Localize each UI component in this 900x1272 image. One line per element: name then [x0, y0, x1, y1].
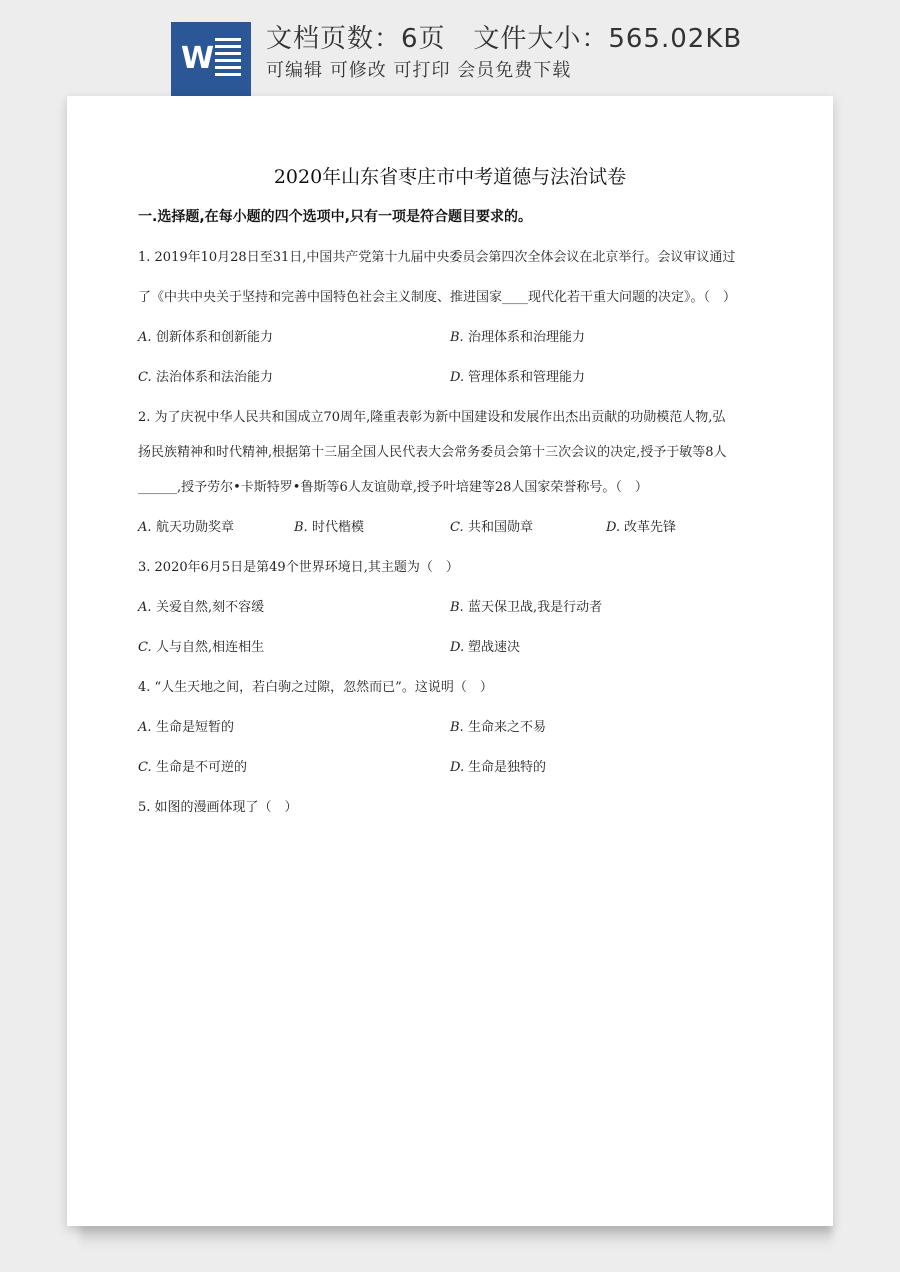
question-2-line-3: ______,授予劳尔•卡斯特罗•鲁斯等6人友谊勋章,授予叶培建等28人国家荣誉称号。（ ） — [138, 480, 648, 495]
question-1-option-a: A. 创新体系和创新能力 — [138, 330, 274, 345]
question-2-option-d: D. 改革先锋 — [606, 520, 677, 535]
question-4-option-d: D. 生命是独特的 — [450, 760, 547, 775]
question-2-option-c: C. 共和国勋章 — [450, 520, 534, 535]
question-1-option-c: C. 法治体系和法治能力 — [138, 370, 274, 385]
question-1-line-1: 1. 2019年10月28日至31日,中国共产党第十九届中央委员会第四次全体会议在北京举行。会议审议通过 — [138, 250, 736, 265]
feature-list — [266, 56, 571, 82]
question-2-line-2: 扬民族精神和时代精神,根据第十三届全国人民代表大会常务委员会第十三次会议的决定,授予于敏等8人 — [138, 445, 727, 460]
file-info-header — [0, 0, 900, 96]
feature-member-download: 会员免费下载 — [457, 60, 572, 81]
question-4-option-a: A. 生命是短暂的 — [138, 720, 235, 735]
question-3-line-1: 3. 2020年6月5日是第49个世界环境日,其主题为（ ） — [138, 560, 459, 575]
section-heading: 一.选择题,在每小题的四个选项中,只有一项是符合题目要求的。 — [138, 209, 532, 225]
question-4-line-1: 4. “人生天地之间，若白驹之过隙，忽然而已”。这说明（ ） — [138, 680, 493, 695]
feature-printable: 可打印 — [393, 60, 451, 81]
document-title: 2020年山东省枣庄市中考道德与法治试卷 — [273, 166, 627, 188]
word-logo-letter: W — [181, 41, 215, 76]
feature-modifiable: 可修改 — [329, 60, 387, 81]
question-5-line-1: 5. 如图的漫画体现了（ ） — [138, 800, 298, 815]
question-3-option-b: B. 蓝天保卫战,我是行动者 — [450, 600, 603, 615]
question-3-option-a: A. 关爱自然,刻不容缓 — [138, 600, 265, 615]
question-3-option-d: D. 塑战速决 — [450, 640, 521, 655]
question-1-option-d: D. 管理体系和管理能力 — [450, 370, 586, 385]
page-shadow — [80, 1224, 832, 1248]
document-page — [67, 96, 833, 1226]
question-4-option-c: C. 生命是不可逆的 — [138, 760, 248, 775]
file-size-label: 文件大小：565.02KB — [473, 24, 743, 54]
question-2-option-b: B. 时代楷模 — [294, 520, 365, 535]
question-1-line-2: 了《中共中央关于坚持和完善中国特色社会主义制度、推进国家____现代化若干重大问题的决定》。（ ） — [138, 290, 737, 305]
question-4-option-b: B. 生命来之不易 — [450, 720, 547, 735]
question-2-option-a: A. 航天功勋奖章 — [138, 520, 235, 535]
file-stats — [266, 18, 742, 55]
question-3-option-c: C. 人与自然,相连相生 — [138, 640, 265, 655]
feature-editable: 可编辑 — [266, 60, 323, 81]
document-lines-icon — [215, 38, 241, 80]
question-1-option-b: B. 治理体系和治理能力 — [450, 330, 586, 345]
page-count-label: 文档页数：6页 — [266, 24, 446, 54]
question-2-line-1: 2. 为了庆祝中华人民共和国成立70周年,隆重表彰为新中国建设和发展作出杰出贡献的功勋模范人物,弘 — [138, 410, 726, 425]
word-document-icon — [171, 22, 251, 96]
